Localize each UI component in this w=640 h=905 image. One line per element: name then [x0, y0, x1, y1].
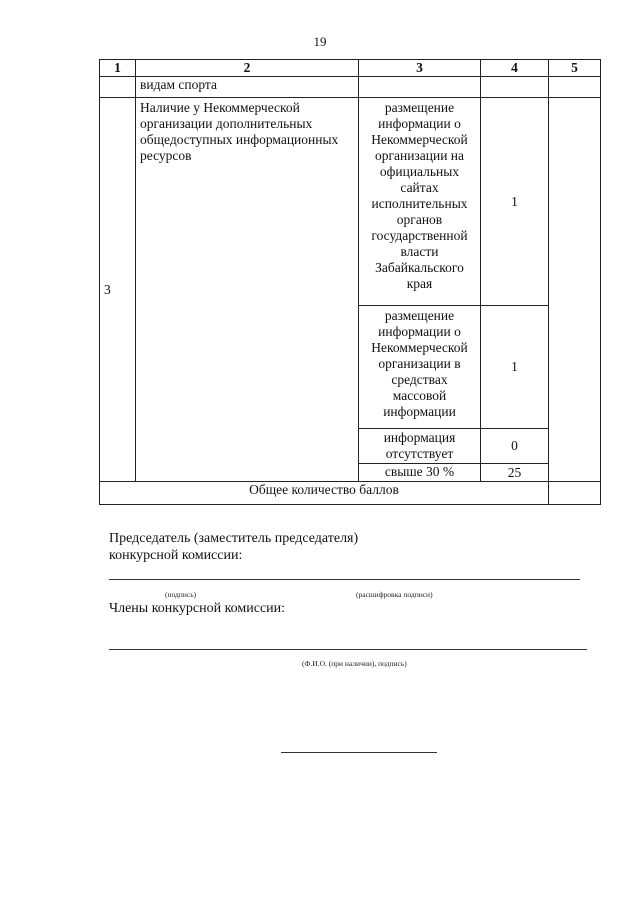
cont-cell-1 [100, 77, 136, 98]
chairman-label [109, 530, 358, 564]
chairman-label-line-2: конкурсной комиссии: [109, 548, 243, 563]
evaluation-table [99, 59, 601, 505]
total-label: Общее количество баллов [100, 482, 549, 505]
members-signature-line [109, 649, 587, 650]
header-col-2: 2 [136, 60, 359, 77]
option-score-3: 0 [481, 429, 549, 464]
criterion-number: 3 [100, 98, 136, 482]
option-score-1: 1 [481, 98, 549, 306]
cont-cell-3 [359, 77, 481, 98]
chairman-signature-line [109, 579, 580, 580]
header-col-1: 1 [100, 60, 136, 77]
cont-cell-4 [481, 77, 549, 98]
chairman-label-line-1: Председатель (заместитель председателя) [109, 531, 359, 546]
option-text-2: размещение информации о Некоммерческой организации в средствах массовой информации [359, 306, 481, 429]
table-header-row [100, 60, 601, 77]
members-label: Члены конкурсной комиссии: [109, 601, 286, 616]
option-text-1: размещение информации о Некоммерческой организации на официальных сайтах исполнительных органов государственной власти Забайкальского края [359, 98, 481, 306]
header-col-3: 3 [359, 60, 481, 77]
criterion-col-5 [549, 98, 601, 482]
table-row-continuation [100, 77, 601, 98]
option-score-2: 1 [481, 306, 549, 429]
criterion-name: Наличие у Некоммерческой организации дополнительных общедоступных информационных ресурсов [136, 98, 359, 482]
total-col-5 [549, 482, 601, 505]
table-row-option-1 [100, 98, 601, 306]
signature-caption: (подпись) [165, 590, 197, 599]
fio-caption: (Ф.И.О. (при наличии), подпись) [302, 659, 407, 668]
header-col-5: 5 [549, 60, 601, 77]
option-text-4: свыше 30 % [359, 464, 481, 482]
header-col-4: 4 [481, 60, 549, 77]
end-divider-line [281, 752, 437, 753]
cont-cell-2: видам спорта [136, 77, 359, 98]
decoding-caption: (расшифровка подписи) [356, 590, 433, 599]
option-text-3: информация отсутствует [359, 429, 481, 464]
option-score-4: 25 [481, 464, 549, 482]
table-row-total [100, 482, 601, 505]
cont-cell-5 [549, 77, 601, 98]
page-number: 19 [313, 34, 327, 49]
